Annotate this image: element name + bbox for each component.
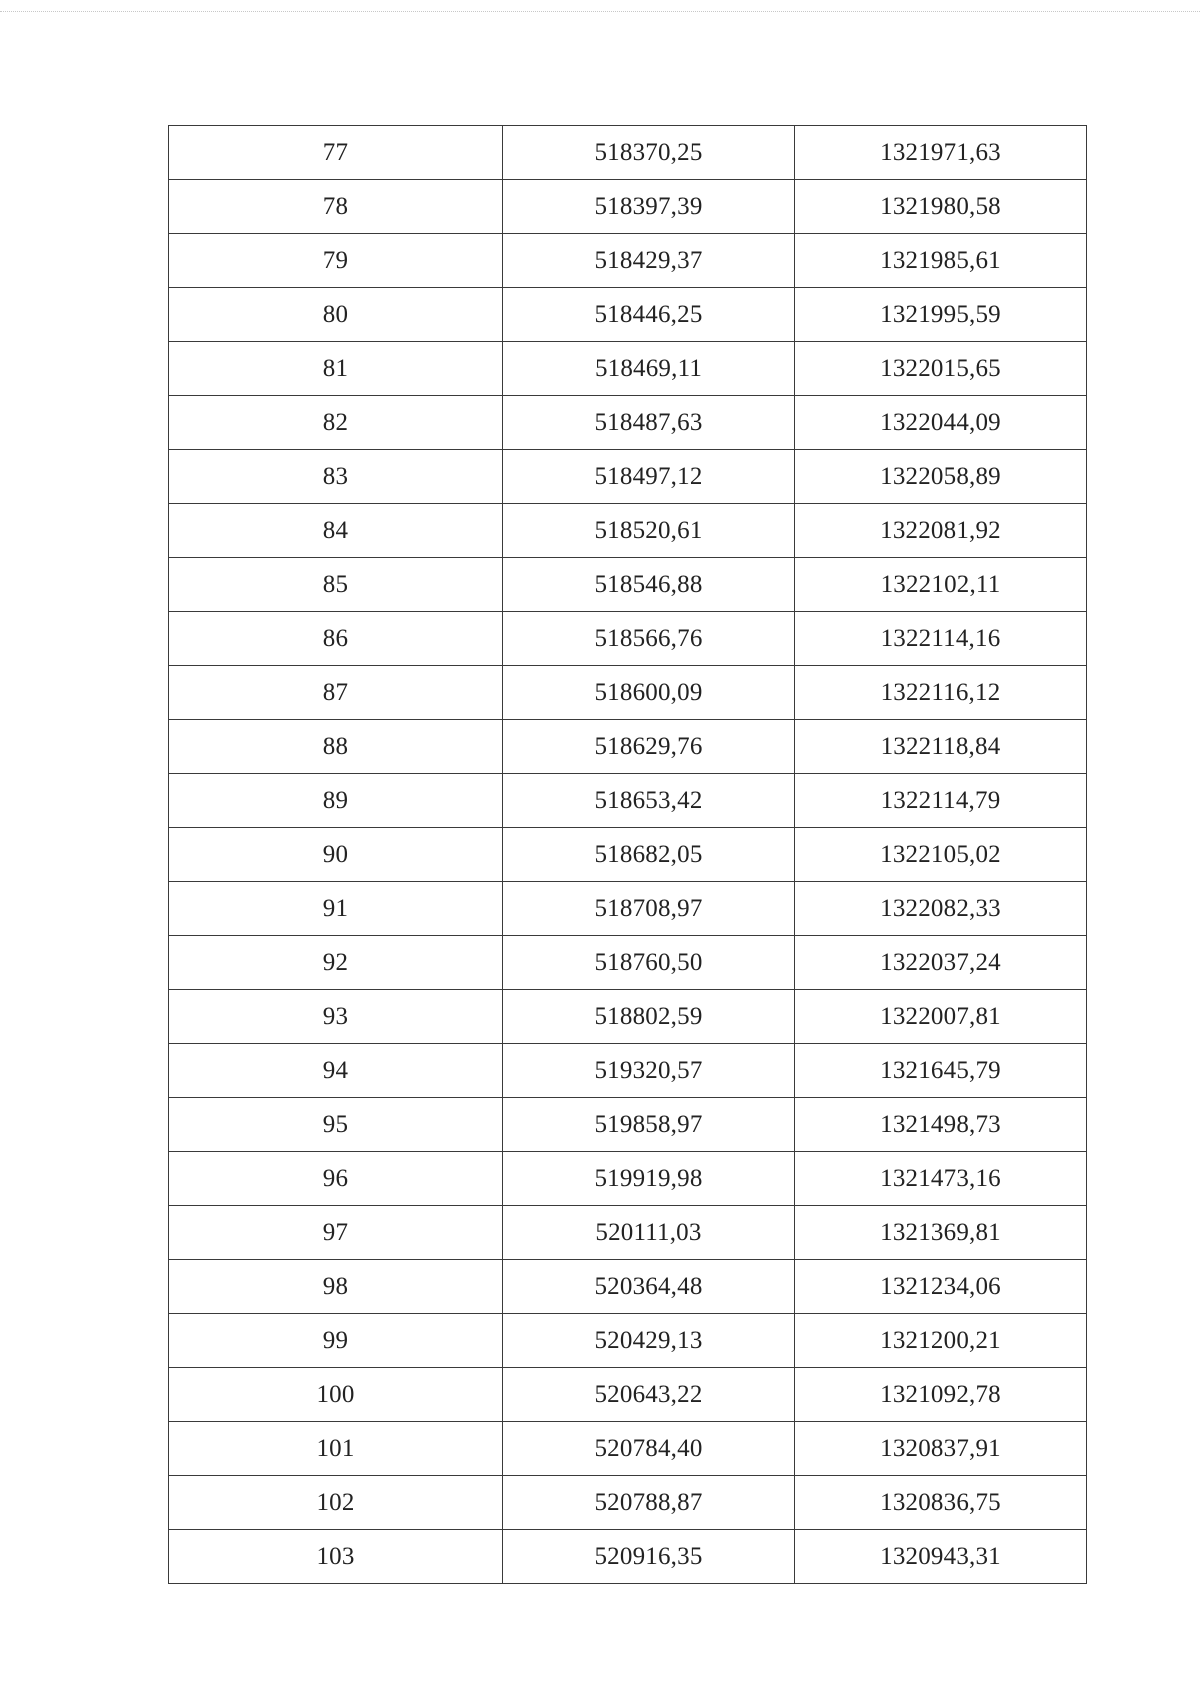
x-coordinate-cell: 520916,35 bbox=[503, 1530, 795, 1584]
y-coordinate-cell: 1321980,58 bbox=[795, 180, 1087, 234]
y-coordinate-cell: 1321369,81 bbox=[795, 1206, 1087, 1260]
table-row bbox=[169, 1044, 1087, 1098]
table-row bbox=[169, 180, 1087, 234]
y-coordinate-cell: 1322037,24 bbox=[795, 936, 1087, 990]
table-row bbox=[169, 450, 1087, 504]
point-number-cell: 90 bbox=[169, 828, 503, 882]
x-coordinate-cell: 520111,03 bbox=[503, 1206, 795, 1260]
table-row bbox=[169, 612, 1087, 666]
y-coordinate-cell: 1322015,65 bbox=[795, 342, 1087, 396]
y-coordinate-cell: 1322081,92 bbox=[795, 504, 1087, 558]
x-coordinate-cell: 520643,22 bbox=[503, 1368, 795, 1422]
y-coordinate-cell: 1321200,21 bbox=[795, 1314, 1087, 1368]
table-row bbox=[169, 1152, 1087, 1206]
x-coordinate-cell: 518802,59 bbox=[503, 990, 795, 1044]
table-row bbox=[169, 1368, 1087, 1422]
x-coordinate-cell: 518469,11 bbox=[503, 342, 795, 396]
point-number-cell: 97 bbox=[169, 1206, 503, 1260]
x-coordinate-cell: 518629,76 bbox=[503, 720, 795, 774]
x-coordinate-cell: 520788,87 bbox=[503, 1476, 795, 1530]
y-coordinate-cell: 1322082,33 bbox=[795, 882, 1087, 936]
x-coordinate-cell: 519858,97 bbox=[503, 1098, 795, 1152]
x-coordinate-cell: 518653,42 bbox=[503, 774, 795, 828]
x-coordinate-cell: 518487,63 bbox=[503, 396, 795, 450]
scan-edge-line bbox=[0, 11, 1200, 12]
point-number-cell: 81 bbox=[169, 342, 503, 396]
coordinates-table bbox=[168, 125, 1087, 1584]
y-coordinate-cell: 1320836,75 bbox=[795, 1476, 1087, 1530]
y-coordinate-cell: 1321498,73 bbox=[795, 1098, 1087, 1152]
point-number-cell: 89 bbox=[169, 774, 503, 828]
x-coordinate-cell: 519320,57 bbox=[503, 1044, 795, 1098]
x-coordinate-cell: 518446,25 bbox=[503, 288, 795, 342]
x-coordinate-cell: 518760,50 bbox=[503, 936, 795, 990]
point-number-cell: 78 bbox=[169, 180, 503, 234]
point-number-cell: 102 bbox=[169, 1476, 503, 1530]
table-row bbox=[169, 1476, 1087, 1530]
y-coordinate-cell: 1322007,81 bbox=[795, 990, 1087, 1044]
x-coordinate-cell: 518546,88 bbox=[503, 558, 795, 612]
x-coordinate-cell: 518708,97 bbox=[503, 882, 795, 936]
point-number-cell: 91 bbox=[169, 882, 503, 936]
x-coordinate-cell: 518682,05 bbox=[503, 828, 795, 882]
table-row bbox=[169, 936, 1087, 990]
x-coordinate-cell: 518429,37 bbox=[503, 234, 795, 288]
point-number-cell: 82 bbox=[169, 396, 503, 450]
table-row bbox=[169, 1530, 1087, 1584]
x-coordinate-cell: 518520,61 bbox=[503, 504, 795, 558]
y-coordinate-cell: 1321971,63 bbox=[795, 126, 1087, 180]
table-row bbox=[169, 720, 1087, 774]
y-coordinate-cell: 1322058,89 bbox=[795, 450, 1087, 504]
point-number-cell: 103 bbox=[169, 1530, 503, 1584]
point-number-cell: 77 bbox=[169, 126, 503, 180]
y-coordinate-cell: 1322114,79 bbox=[795, 774, 1087, 828]
x-coordinate-cell: 518497,12 bbox=[503, 450, 795, 504]
table-row bbox=[169, 828, 1087, 882]
x-coordinate-cell: 518566,76 bbox=[503, 612, 795, 666]
table-row bbox=[169, 126, 1087, 180]
y-coordinate-cell: 1322102,11 bbox=[795, 558, 1087, 612]
point-number-cell: 86 bbox=[169, 612, 503, 666]
coordinates-table-body bbox=[169, 126, 1087, 1584]
y-coordinate-cell: 1322116,12 bbox=[795, 666, 1087, 720]
y-coordinate-cell: 1322118,84 bbox=[795, 720, 1087, 774]
x-coordinate-cell: 519919,98 bbox=[503, 1152, 795, 1206]
point-number-cell: 80 bbox=[169, 288, 503, 342]
y-coordinate-cell: 1321985,61 bbox=[795, 234, 1087, 288]
point-number-cell: 96 bbox=[169, 1152, 503, 1206]
y-coordinate-cell: 1321092,78 bbox=[795, 1368, 1087, 1422]
table-row bbox=[169, 666, 1087, 720]
point-number-cell: 98 bbox=[169, 1260, 503, 1314]
x-coordinate-cell: 520429,13 bbox=[503, 1314, 795, 1368]
x-coordinate-cell: 520784,40 bbox=[503, 1422, 795, 1476]
y-coordinate-cell: 1322105,02 bbox=[795, 828, 1087, 882]
point-number-cell: 79 bbox=[169, 234, 503, 288]
table-row bbox=[169, 558, 1087, 612]
table-row bbox=[169, 234, 1087, 288]
table-row bbox=[169, 504, 1087, 558]
y-coordinate-cell: 1320943,31 bbox=[795, 1530, 1087, 1584]
y-coordinate-cell: 1320837,91 bbox=[795, 1422, 1087, 1476]
table-row bbox=[169, 1260, 1087, 1314]
table-row bbox=[169, 1422, 1087, 1476]
point-number-cell: 93 bbox=[169, 990, 503, 1044]
point-number-cell: 85 bbox=[169, 558, 503, 612]
point-number-cell: 100 bbox=[169, 1368, 503, 1422]
point-number-cell: 88 bbox=[169, 720, 503, 774]
point-number-cell: 87 bbox=[169, 666, 503, 720]
table-row bbox=[169, 1206, 1087, 1260]
y-coordinate-cell: 1322114,16 bbox=[795, 612, 1087, 666]
x-coordinate-cell: 518397,39 bbox=[503, 180, 795, 234]
table-row bbox=[169, 882, 1087, 936]
table-row bbox=[169, 990, 1087, 1044]
table-row bbox=[169, 342, 1087, 396]
x-coordinate-cell: 520364,48 bbox=[503, 1260, 795, 1314]
y-coordinate-cell: 1321995,59 bbox=[795, 288, 1087, 342]
point-number-cell: 101 bbox=[169, 1422, 503, 1476]
point-number-cell: 94 bbox=[169, 1044, 503, 1098]
point-number-cell: 92 bbox=[169, 936, 503, 990]
y-coordinate-cell: 1322044,09 bbox=[795, 396, 1087, 450]
table-row bbox=[169, 774, 1087, 828]
point-number-cell: 99 bbox=[169, 1314, 503, 1368]
y-coordinate-cell: 1321645,79 bbox=[795, 1044, 1087, 1098]
table-row bbox=[169, 1314, 1087, 1368]
y-coordinate-cell: 1321234,06 bbox=[795, 1260, 1087, 1314]
table-row bbox=[169, 1098, 1087, 1152]
point-number-cell: 83 bbox=[169, 450, 503, 504]
table-row bbox=[169, 396, 1087, 450]
point-number-cell: 95 bbox=[169, 1098, 503, 1152]
table-row bbox=[169, 288, 1087, 342]
x-coordinate-cell: 518370,25 bbox=[503, 126, 795, 180]
x-coordinate-cell: 518600,09 bbox=[503, 666, 795, 720]
point-number-cell: 84 bbox=[169, 504, 503, 558]
y-coordinate-cell: 1321473,16 bbox=[795, 1152, 1087, 1206]
